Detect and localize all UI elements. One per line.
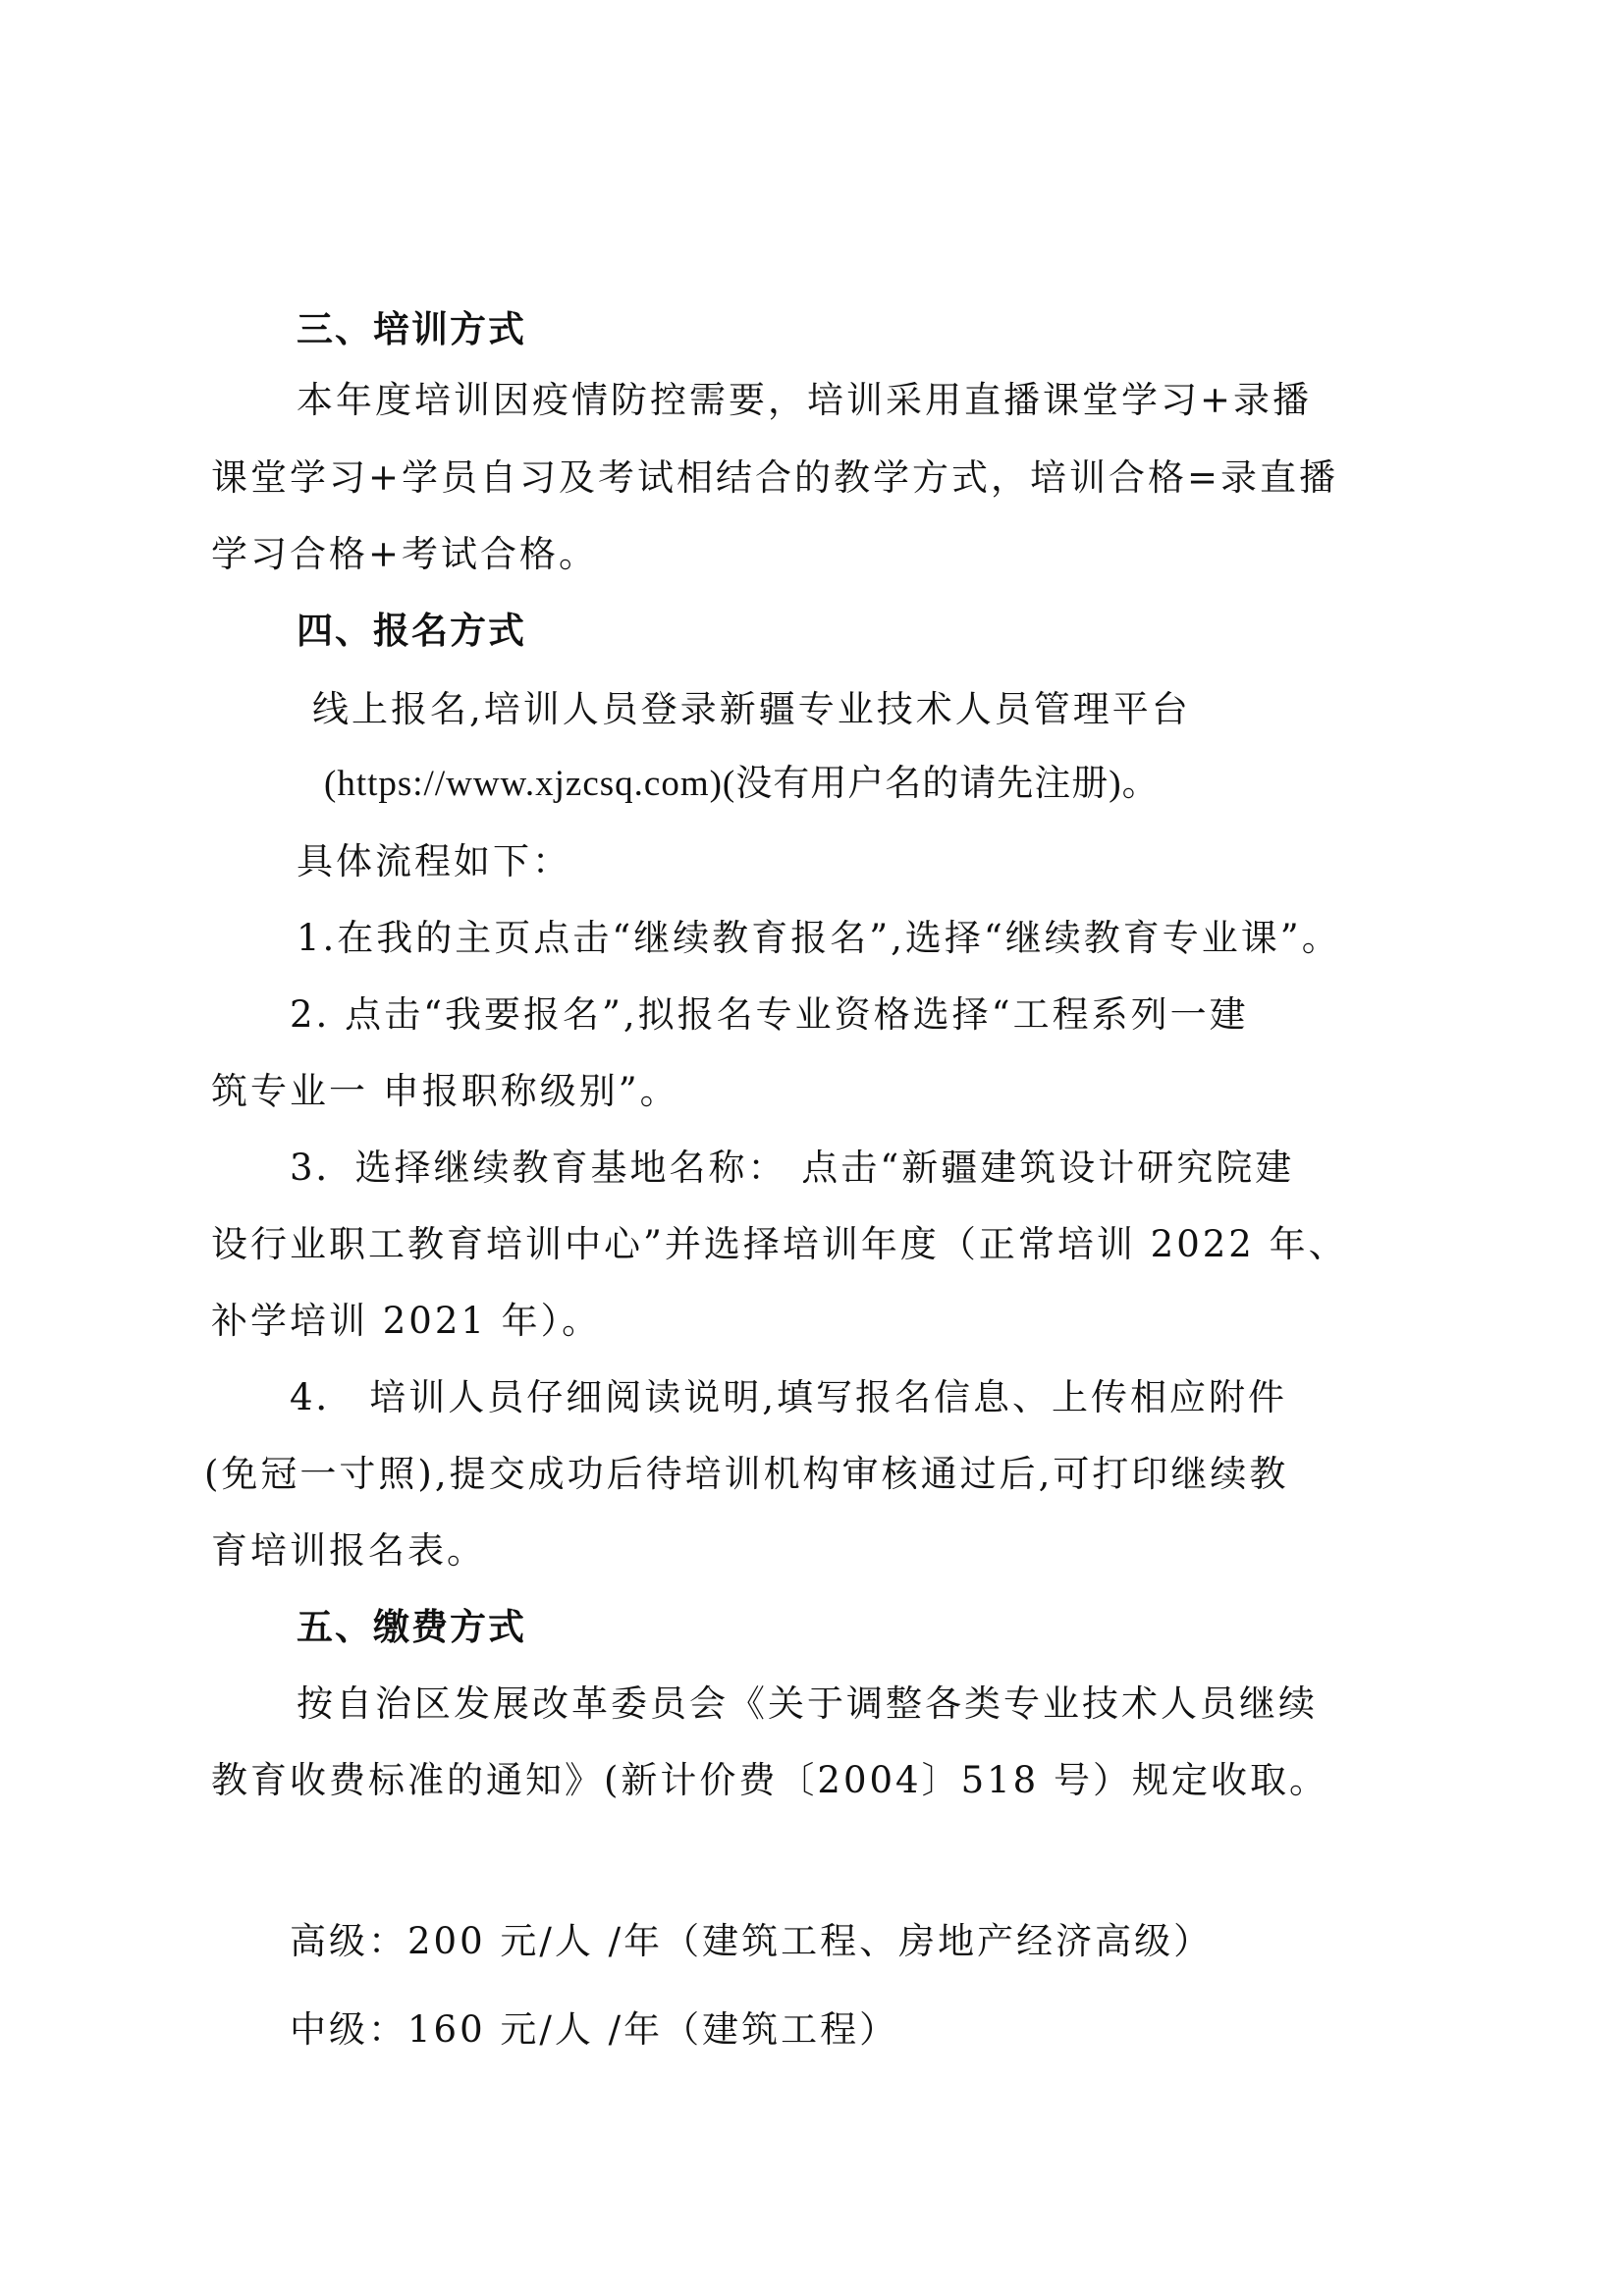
step-2-line-2: 筑专业一 申报职称级别”。 (211, 1070, 679, 1112)
section-3-paragraph-line-1: 本年度培训因疫情防控需要，培训采用直播课堂学习+录播 (297, 379, 1313, 421)
section-3-paragraph-line-3: 学习合格+考试合格。 (211, 533, 599, 575)
section-5-paragraph-line-2: 教育收费标准的通知》(新计价费〔2004〕518 号）规定收取。 (211, 1759, 1328, 1801)
step-3-line-1: 3．选择继续教育基地名称： 点击“新疆建筑设计研究院建 (290, 1147, 1295, 1189)
section-3-paragraph-line-2: 课堂学习+学员自习及考试相结合的教学方式，培训合格=录直播 (211, 456, 1339, 499)
section-5-paragraph-line-1: 按自治区发展改革委员会《关于调整各类专业技术人员继续 (297, 1682, 1318, 1725)
section-4-intro-url-line: (https://www.xjzcsq.com)(没有用户名的请先注册)。 (324, 764, 1160, 804)
section-5-heading: 五、缴费方式 (297, 1606, 526, 1648)
step-2-line-1: 2. 点击“我要报名”,拟报名专业资格选择“工程系列一建 (290, 993, 1249, 1036)
fee-senior: 高级：200 元/人 /年（建筑工程、房地产经济高级） (290, 1920, 1214, 1962)
section-4-intro-line-3: 具体流程如下： (297, 840, 571, 882)
fee-intermediate: 中级：160 元/人 /年（建筑工程） (290, 2008, 899, 2051)
step-3-line-2: 设行业职工教育培训中心”并选择培训年度（正常培训 2022 年、 (211, 1223, 1348, 1265)
step-4-line-1: 4． 培训人员仔细阅读说明,填写报名信息、上传相应附件 (290, 1376, 1288, 1418)
section-3-heading: 三、培训方式 (297, 308, 526, 350)
step-4-line-3: 育培训报名表。 (211, 1529, 486, 1572)
step-4-line-2: (免冠一寸照),提交成功后待培训机构审核通过后,可打印继续教 (204, 1453, 1289, 1495)
step-3-line-3: 补学培训 2021 年）。 (211, 1300, 602, 1342)
step-1-line-1: 1.在我的主页点击“继续教育报名”,选择“继续教育专业课”。 (297, 917, 1341, 959)
section-4-intro-line-1: 线上报名,培训人员登录新疆专业技术人员管理平台 (312, 688, 1191, 730)
section-4-heading: 四、报名方式 (297, 610, 526, 652)
